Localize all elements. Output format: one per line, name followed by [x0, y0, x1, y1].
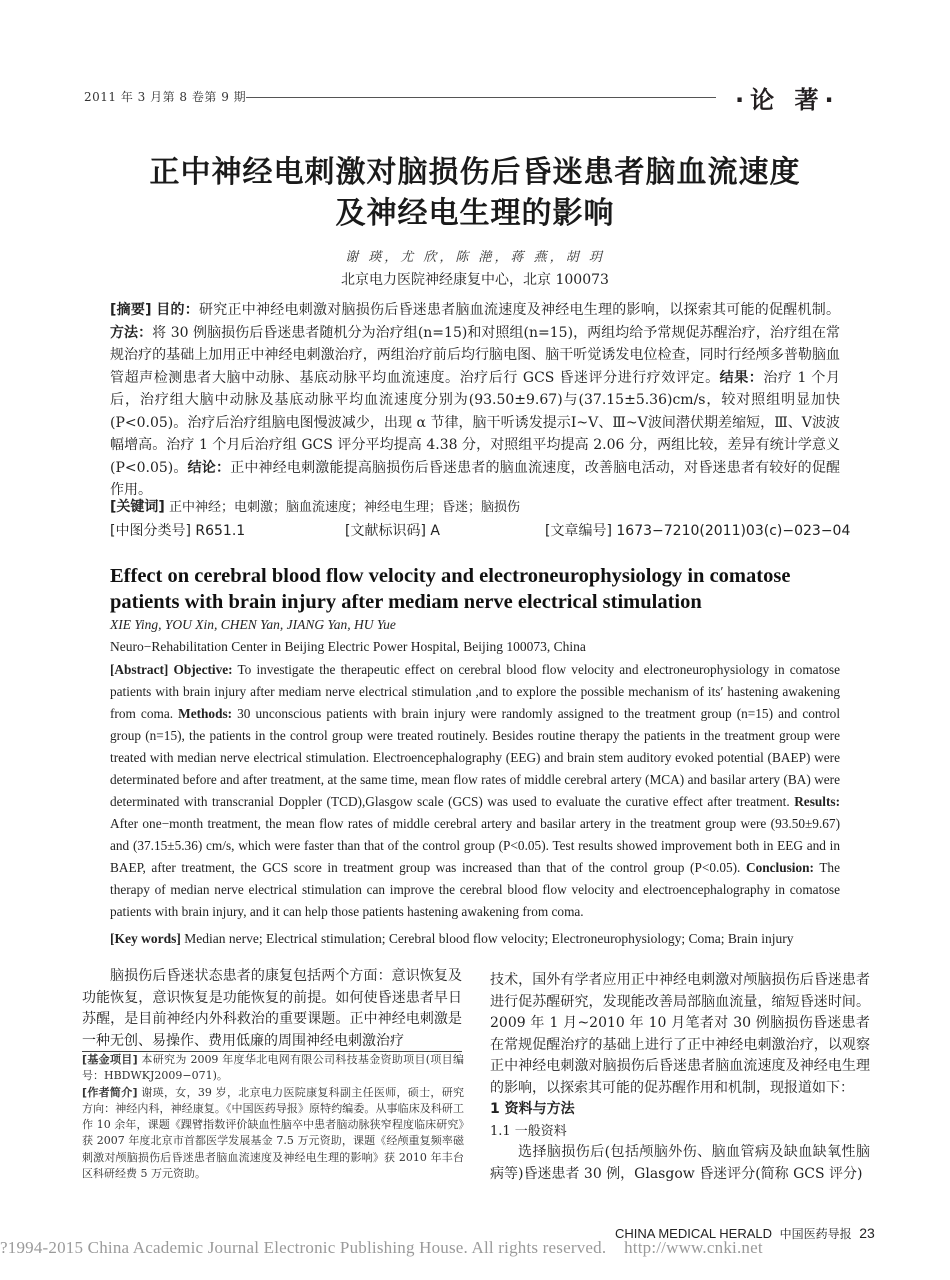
body-right-column [490, 970, 870, 1185]
objective-text: 研究正中神经电刺激对脑损伤后昏迷患者脑血流速度及神经电生理的影响，以探索其可能的促醒机制。 [199, 302, 840, 318]
results-label: 结果： [719, 369, 764, 386]
results-text: 治疗 1 个月后，治疗组大脑中动脉及基底动脉平均血流速度分别为(93.50±9.67)与(37.15±5.36)cm/s，较对照组明显加快(P<0.05)。治疗后治疗组脑电图慢波减少，出现 α 节律，脑干听诱发提示Ⅰ~Ⅴ、Ⅲ~Ⅴ波间潜伏期差缩短，Ⅲ、Ⅴ波波幅增高。治疗 1 个月后治疗组 GCS 评分平均提高 4.38 分，对照组平均提高 2.06 分，两组比较，差异有统计学意义(P<0.05)。 [110, 369, 841, 476]
english-keywords-label: [Key words] [110, 931, 181, 946]
english-conclusion-label: Conclusion: [745, 860, 814, 875]
english-affiliation: Neuro−Rehabilitation Center in Beijing Electric Power Hospital, Beijing 100073, China [110, 639, 586, 654]
english-results-text: After one−month treatment, the mean flow rates of middle cerebral artery and basilar artery in the treatment group were (93.50±9.67) and (37.15±5.36) cm/s, which were faster than that of the control group (P<0.05). Test results showed improvement both in EEG and in BAEP, after treatment, the GCS score in treatment group was increased than that of the control group (P<0.05). [110, 816, 840, 875]
chinese-abstract [110, 299, 840, 502]
author-list: 谢 瑛，尤 欣，陈 滟，蒋 燕，胡 玥 [345, 250, 605, 265]
english-keywords [110, 931, 850, 947]
methods-label: 方法： [110, 324, 153, 341]
page-title-line1: 正中神经电刺激对脑损伤后昏迷患者脑血流速度 [149, 155, 801, 190]
document-code [345, 520, 440, 540]
keywords-text: 正中神经；电刺激；脑血流速度；神经电生理；昏迷；脑损伤 [168, 500, 520, 515]
journal-name-en: CHINA MEDICAL HERALD [615, 1226, 772, 1241]
doc-label: [文献标识码] [345, 523, 426, 539]
keywords [110, 496, 840, 516]
english-authors: XIE Ying, YOU Xin, CHEN Yan, JIANG Yan, HU Yue [110, 617, 396, 632]
header-rule [246, 97, 716, 98]
author-note-text: 谢瑛，女，39 岁，北京电力医院康复科副主任医师，硕士，研究方向：神经内科，神经康复。《中国医药导报》原特约编委。从事临床及科研工作 10 余年，课题《踝臂指数评价缺血性脑卒中患者脑动脉狭窄程度临床研究》获 2007 年度北京市首都医学发展基金 7.5 万元资助，课题《经颅重复频率磁刺激对颅脑损伤后昏迷患者脑血流速度及神经电生理的影响》获 2010 年丰台区科研经费 5 万元资助。 [82, 1085, 464, 1181]
english-abstract [110, 659, 840, 923]
methods-text: 将 30 例脑损伤后昏迷患者随机分为治疗组(n=15)和对照组(n=15)，两组均给予常规促苏醒治疗，治疗组在常规治疗的基础上加用正中神经电刺激治疗，两组治疗前后均行脑电图、脑干听觉诱发电位检查，同时行经颅多普勒脑血管超声检测患者大脑中动脉、基底动脉平均血流速度。治疗后行 GCS 昏迷评分进行疗效评定。 [110, 324, 841, 386]
clc-label: [中图分类号] [110, 523, 191, 539]
fund-note [82, 1052, 464, 1085]
english-results-label: Results: [794, 794, 841, 809]
intro-paragraph: 脑损伤后昏迷状态患者的康复包括两个方面：意识恢复及功能恢复，意识恢复是功能恢复的前提。如何使昏迷患者早日苏醒，是目前神经内外科救治的重要课题。正中神经电刺激是一种无创、易操作、费用低廉的周围神经电刺激治疗 [82, 968, 462, 1049]
english-methods-text: 30 unconscious patients with brain injury were randomly assigned to the treatment group (n=15) and control group (n=15), the patients in the control group were treated routinely. Besides routine therapy the patients in the treatment group were treated with median nerve electrical stimulation. Electroencephalography (EEG) and brain stem auditory evoked potential (BAEP) were determinated before and after treatment, at the same time, mean flow rates of middle cerebral artery (MCA) and basilar artery (BA) were determinated with transcranial Doppler (TCD),Glasgow scale (GCS) was used to evaluate the curative effect after treatment. [110, 706, 841, 809]
fund-label: [基金项目] [82, 1053, 138, 1066]
methods-paragraph: 选择脑损伤后(包括颅脑外伤、脑血管病及缺血缺氧性脑病等)昏迷患者 30 例，Glasgow 昏迷评分(简称 GCS 评分) [490, 1144, 870, 1182]
objective-label: 目的： [156, 302, 199, 318]
subsection-heading: 1.1 一般资料 [490, 1123, 567, 1139]
english-objective-label: Objective: [173, 662, 233, 677]
page-number: 23 [859, 1225, 875, 1241]
page-title-line2: 及神经电生理的影响 [335, 196, 615, 231]
conclusion-text: 正中神经电刺激能提高脑损伤后昏迷患者的脑血流速度，改善脑电活动，对昏迷患者有较好的促醒作用。 [110, 459, 841, 498]
doc-value: A [430, 523, 440, 539]
footnotes [82, 1052, 464, 1182]
clc-number [110, 520, 245, 540]
abstract-label: [摘要] [110, 302, 152, 318]
english-abstract-label: [Abstract] [110, 662, 169, 677]
author-note [82, 1085, 464, 1183]
keywords-label: [关键词] [110, 499, 165, 515]
english-keywords-text: Median nerve; Electrical stimulation; Cerebral blood flow velocity; Electroneurophysiology; Coma; Brain injury [184, 931, 794, 946]
article-value: 1673−7210(2011)03(c)−023−04 [616, 523, 851, 539]
english-title: Effect on cerebral blood flow velocity and electroneurophysiology in comatose patients with brain injury after mediam nerve electrical stimulation [110, 565, 791, 613]
section-label: ·论 著· [735, 86, 840, 114]
article-number [545, 520, 850, 540]
journal-name-cn: 中国医药导报 [779, 1227, 852, 1241]
copyright-watermark: ?1994-2015 China Academic Journal Electronic Publishing House. All rights reserved. http://www.cnki.net [0, 1238, 763, 1257]
affiliation: 北京电力医院神经康复中心，北京 100073 [341, 272, 609, 288]
conclusion-label: 结论： [187, 459, 231, 476]
article-label: [文章编号] [545, 523, 612, 539]
english-objective-text: To investigate the therapeutic effect on cerebral blood flow velocity and electroneurophysiology in comatose patients with brain injury after mediam nerve electrical stimulation ,and to explore the possible mechanism of its′ hastening awakening from coma. [110, 662, 840, 721]
body-left-column [82, 966, 462, 1052]
english-methods-label: Methods: [178, 706, 233, 721]
author-note-label: [作者简介] [82, 1085, 138, 1099]
fund-text: 本研究为 2009 年度华北电网有限公司科技基金资助项目(项目编号：HBDWKJ2009−071)。 [82, 1053, 464, 1083]
section-heading: 1 资料与方法 [490, 1101, 575, 1117]
intro-continued: 技术，国外有学者应用正中神经电刺激对颅脑损伤后昏迷患者进行促苏醒研究，发现能改善局部脑血流量，缩短昏迷时间。2009 年 1 月~2010 年 10 月笔者对 30 例脑损伤昏迷患者在常规促醒治疗的基础上进行了正中神经电刺激治疗，以观察正中神经电刺激对脑损伤后昏迷患者脑血流速度及神经电生理的影响，以探索其可能的促苏醒作用和机制，现报道如下： [490, 972, 870, 1096]
english-conclusion-text: The therapy of median nerve electrical stimulation can improve the cerebral blood flow velocity and electroencephalography in comatose patients with brain injury, and it can help those patients hastening awakening from coma. [110, 860, 840, 919]
clc-value: R651.1 [195, 523, 246, 539]
journal-issue: 2011 年 3 月第 8 卷第 9 期 [84, 90, 247, 104]
